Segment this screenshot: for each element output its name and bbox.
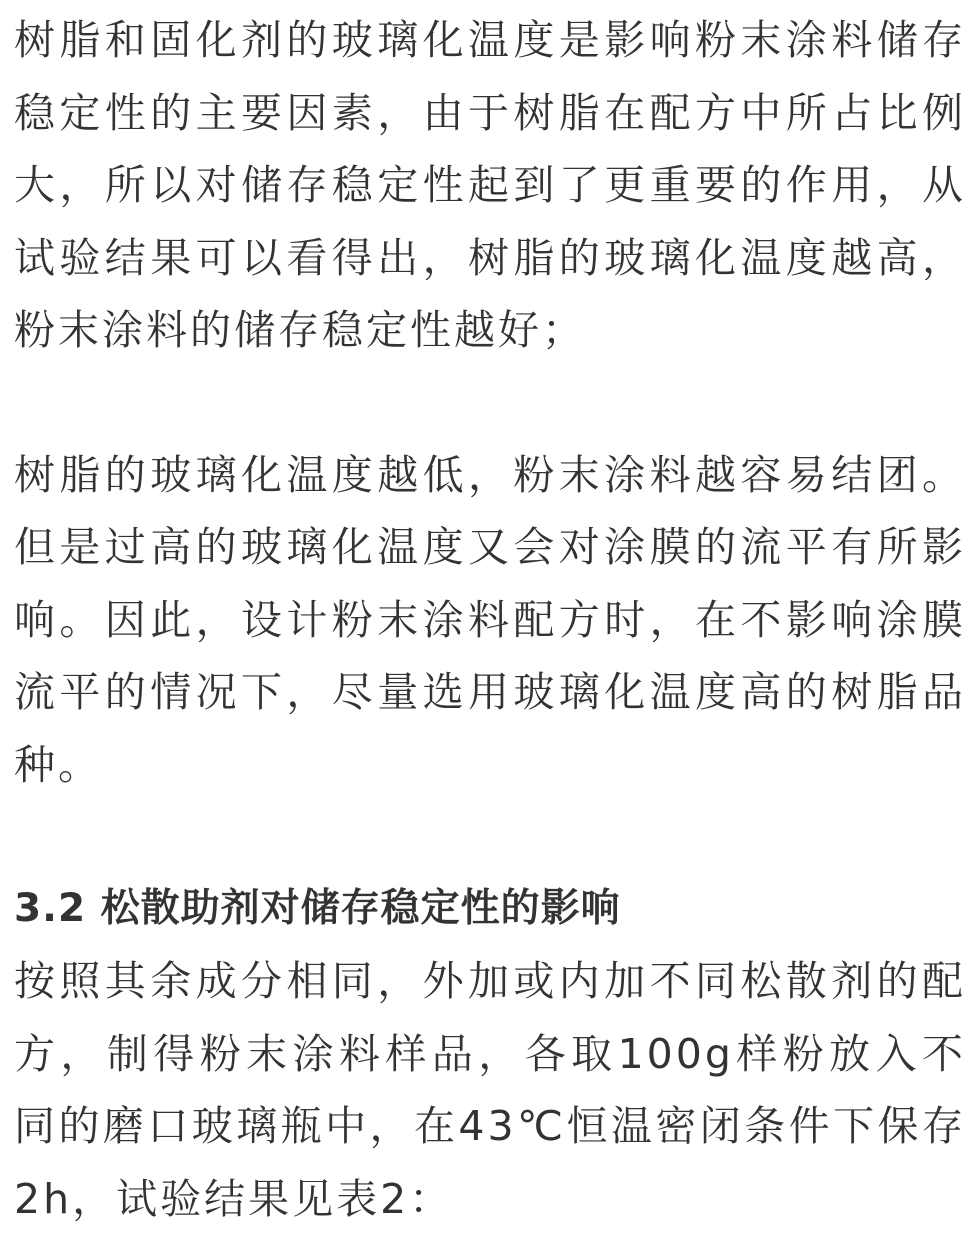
paragraph-low-tg-caking: 树脂的玻璃化温度越低，粉末涂料越容易结团。但是过高的玻璃化温度又会对涂膜的流平有所影响。因此，设计粉末涂料配方时，在不影响涂膜流平的情况下，尽量选用玻璃化温度高的树脂品种。	[14, 450, 966, 789]
paragraph-spacer	[14, 367, 966, 439]
paragraph-spacer	[14, 801, 966, 873]
article-body	[0, 4, 978, 1235]
paragraph-glass-transition-effect: 树脂和固化剂的玻璃化温度是影响粉末涂料储存稳定性的主要因素，由于树脂在配方中所占比例大，所以对储存稳定性起到了更重要的作用，从试验结果可以看得出，树脂的玻璃化温度越高，粉末涂料的储存稳定性越好；	[14, 16, 966, 354]
paragraph-loosening-agent-test: 按照其余成分相同，外加或内加不同松散剂的配方，制得粉末涂料样品，各取100g样粉放入不同的磨口玻璃瓶中，在43℃恒温密闭条件下保存2h，试验结果见表2：	[14, 957, 966, 1223]
section-heading: 3.2 松散助剂对储存稳定性的影响	[14, 886, 621, 931]
